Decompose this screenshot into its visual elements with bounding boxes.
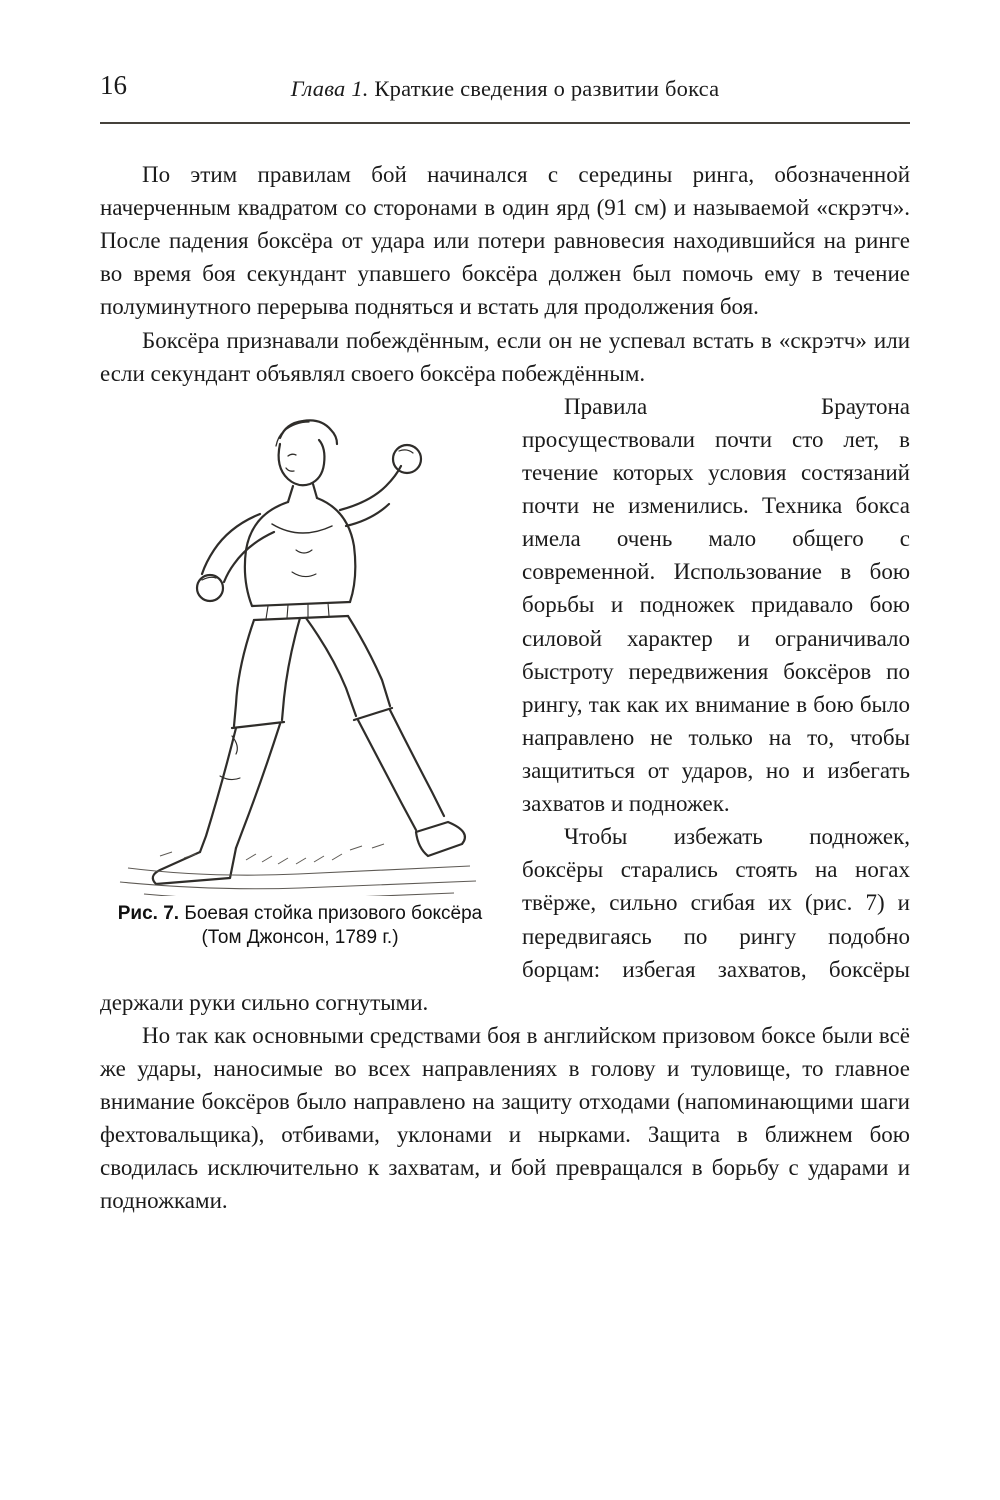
page-body	[100, 158, 910, 1218]
figure-caption	[100, 902, 500, 951]
paragraph-5: Но так как основными средствами боя в английском призовом боксе были всё же удары, наносимые во всех направлениях в голову и туловище, то главное внимание боксёров было направлено на защиту отходами (напоминающими шаги фехтовальщика), отбивами, уклонами и нырками. Защита в ближнем бою сводилась исключительно к захватам, и бой превращался в борьбу с ударами и подножками.	[100, 1022, 910, 1214]
paragraph-4: Чтобы избежать подножек, боксёры старались стоять на ногах твёрже, сильно сгибая их (рис. 7) и передвигаясь по рингу подобно борцам: избегая захватов, боксёры держали руки сильно согнутыми.	[100, 824, 910, 1015]
page-header	[100, 70, 910, 110]
running-title-chapter: Глава 1.	[290, 76, 369, 101]
paragraph-3: Правила Браутона просуществовали почти сто лет, в течение которых условия состязаний почти не изменились. Техника бокса имела очень мало общего с современной. Использование в бою борьбы и подножек придавало бою силовой характер и ограничивало быстроту передвижения боксёров по рингу, так как их внимание в бою было направлено не только на то, чтобы защититься от ударов, но и избегать захватов и подножек.	[522, 393, 910, 817]
figure-caption-label: Рис. 7.	[117, 902, 180, 924]
figure-7	[100, 398, 500, 951]
figure-caption-text: Боевая стойка призового боксёра	[179, 902, 483, 924]
running-title-text: Краткие сведения о развитии бокса	[368, 76, 720, 101]
header-rule	[100, 122, 910, 124]
paragraph-2: Боксёра признавали побеждённым, если он не успевал встать в «скрэтч» или если секундант объявлял своего боксёра побеждённым.	[100, 327, 910, 386]
boxer-engraving	[100, 398, 500, 896]
running-title	[100, 70, 910, 102]
figure-caption-line2: (Том Джонсон, 1789 г.)	[201, 927, 399, 949]
paragraph-1: По этим правилам бой начинался с середины ринга, обозначенной начерченным квадратом со сторонами в один ярд (91 см) и называемой «скрэтч». После падения боксёра от удара или потери равновесия находившийся на ринге во время боя секундант упавшего боксёра должен был помочь ему в течение полуминутного перерыва подняться и встать для продолжения боя.	[100, 162, 910, 320]
page-number: 16	[100, 70, 127, 100]
